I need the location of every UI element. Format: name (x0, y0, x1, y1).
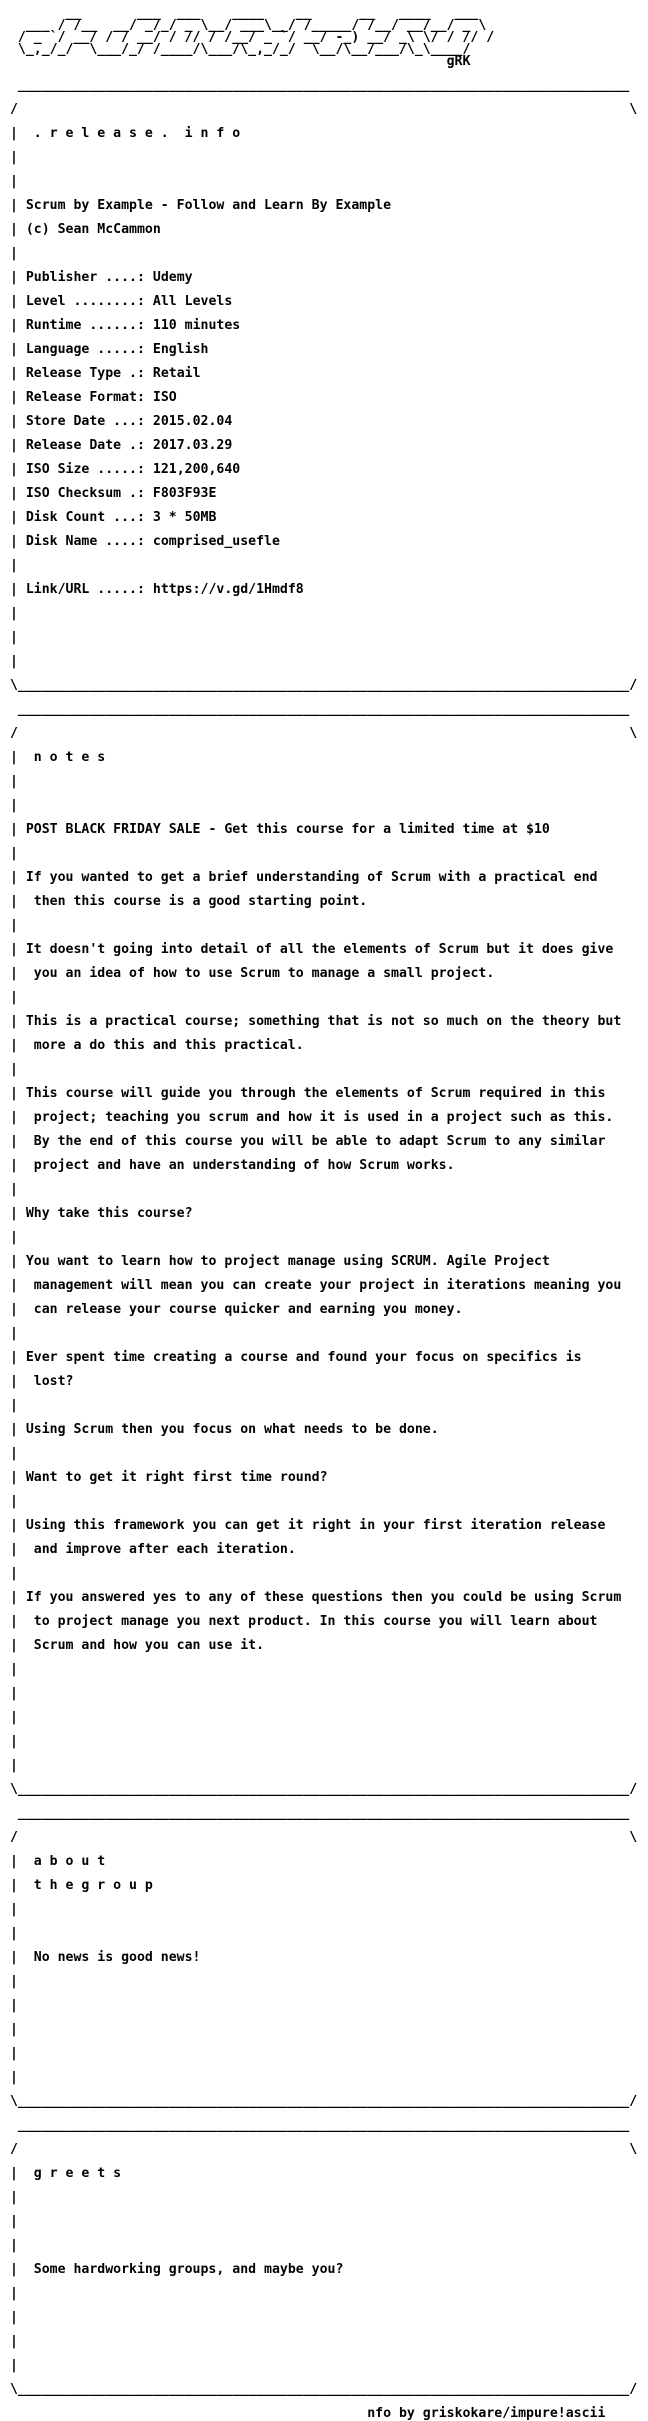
release-title: | Scrum by Example - Follow and Learn By Example (2, 198, 392, 213)
notes-line: | (2, 1494, 26, 1509)
footer-credit: nfo by griskokare/impure!ascii (367, 2406, 606, 2421)
field-row: | Release Date .: 2017.03.29 (2, 438, 233, 453)
notes-header: | n o t e s (2, 750, 106, 765)
logo-art-line: \_,_/_/ \___/_/ /____/\___/\_,_/_/ \__/\__/___/\_\____/ (2, 42, 471, 57)
logo-signature: gRK (2, 54, 471, 69)
field-row: | Release Type .: Retail (2, 366, 201, 381)
notes-line: | This course will guide you through the elements of Scrum required in this (2, 1086, 606, 1101)
notes-line: | lost? (2, 1374, 74, 1389)
notes-line: | (2, 846, 26, 861)
notes-line: | This is a practical course; something that is not so much on the theory but (2, 1014, 622, 1029)
notes-line: | It doesn't going into detail of all the elements of Scrum but it does give (2, 942, 614, 957)
greets-section: _____________________________________________________________________________ / \ | g r e e t s | | | | Some hardworking groups, and maybe you? | | | | \_____________________________________________________________________________/ (2, 2118, 638, 2397)
notes-line: | then this course is a good starting point. (2, 894, 368, 909)
notes-line: | (2, 990, 26, 1005)
notes-line: | more a do this and this practical. (2, 1038, 304, 1053)
notes-line: | (2, 1566, 26, 1581)
notes-line: | to project manage you next product. In this course you will learn about (2, 1614, 598, 1629)
notes-line: | (2, 1326, 26, 1341)
greets-text: | Some hardworking groups, and maybe you? (2, 2262, 344, 2277)
notes-line: | If you answered yes to any of these questions then you could be using Scrum (2, 1590, 622, 1605)
notes-line: | project and have an understanding of how Scrum works. (2, 1158, 455, 1173)
about-header: | t h e g r o u p (2, 1878, 153, 1893)
field-row: | Level ........: All Levels (2, 294, 233, 309)
notes-line: | POST BLACK FRIDAY SALE - Get this course for a limited time at $10 (2, 822, 550, 837)
link-row: | Link/URL .....: https://v.gd/1Hmdf8 (2, 582, 304, 597)
field-row: | Runtime ......: 110 minutes (2, 318, 241, 333)
notes-line: | Scrum and how you can use it. (2, 1638, 265, 1653)
about-text: | No news is good news! (2, 1950, 201, 1965)
about-section: _____________________________________________________________________________ / \ | a b o u t | t h e g r o u p | | | No news is good news! | | | | | \_____________________________________________________________________________/ (2, 1806, 638, 2109)
field-row: | Disk Name ....: comprised_usefle (2, 534, 280, 549)
notes-line: | (2, 1230, 26, 1245)
field-row: | ISO Size .....: 121,200,640 (2, 462, 241, 477)
about-header: | a b o u t (2, 1854, 106, 1869)
notes-line: | project; teaching you scrum and how it is used in a project such as this. (2, 1110, 614, 1125)
notes-line: | Using Scrum then you focus on what needs to be done. (2, 1422, 439, 1437)
notes-line: | Want to get it right first time round? (2, 1470, 328, 1485)
field-row: | Store Date ...: 2015.02.04 (2, 414, 233, 429)
link-url[interactable]: https://v.gd/1Hmdf8 (152, 582, 304, 597)
notes-line: | and improve after each iteration. (2, 1542, 296, 1557)
logo-art-line: / _ `/ __/ / / __/ / // / /__/ _ `/ __/ -_) __/ _\ \/ / // / (2, 30, 495, 45)
notes-line: | Why take this course? (2, 1206, 193, 1221)
notes-line: | (2, 918, 26, 933)
field-row: | ISO Checksum .: F803F93E (2, 486, 217, 501)
nfo-document (2, 8, 637, 2420)
notes-line: | (2, 1446, 26, 1461)
header-logo (2, 8, 637, 68)
release-info-header: | . r e l e a s e . i n f o (2, 126, 241, 141)
notes-line: | By the end of this course you will be able to adapt Scrum to any similar (2, 1134, 606, 1149)
notes-line: | you an idea of how to use Scrum to manage a small project. (2, 966, 495, 981)
field-row: | Publisher ....: Udemy (2, 270, 193, 285)
notes-section: _____________________________________________________________________________ / \ | n o t e s | | | POST BLACK FRIDAY SALE - Get this course for a limited time at $10 | | If you wanted to get a brief understanding of Scrum with a practical end | then this course is a good starting point. | | It doesn't going into detail of all the elements of Scrum but it does give | you an idea of how to use Scrum to manage a small project. | | This is a practical course; something that is not so much on the theory but | more a do this and this practical. | | This course will guide you through the elements of Scrum required in this | project; teaching you scrum and how it is used in a project such as this. | By the end of this course you will be able to adapt Scrum to any similar | project and have an understanding of how Scrum works. | | Why take this course? | | You want to learn how to project manage using SCRUM. Agile Project | management will mean you can create your project in iterations meaning you | can release your course quicker and earning you money. | | Ever spent time creating a course and found your focus on specifics is | lost? | | Using Scrum then you focus on what needs to be done. | | Want to get it right first time round? | | Using this framework you can get it right in your first iteration release | and improve after each iteration. | | If you answered yes to any of these questions then you could be using Scrum | to project manage you next product. In this course you will learn about | Scrum and how you can use it. | | | | | \_____________________________________________________________________________/ (2, 702, 638, 1797)
notes-line: | management will mean you can create your project in iterations meaning you (2, 1278, 622, 1293)
release-author: | (c) Sean McCammon (2, 222, 161, 237)
logo-art-line: __ ___ ___ ____ __ __ ____ ___ (2, 6, 479, 21)
notes-line: | (2, 1062, 26, 1077)
field-row: | Disk Count ...: 3 * 50MB (2, 510, 217, 525)
notes-line: | If you wanted to get a brief understanding of Scrum with a practical end (2, 870, 598, 885)
notes-line: | Ever spent time creating a course and found your focus on specifics is (2, 1350, 582, 1365)
notes-line: | Using this framework you can get it right in your first iteration release (2, 1518, 606, 1533)
notes-line: | (2, 1398, 26, 1413)
field-row: | Language .....: English (2, 342, 209, 357)
greets-header: | g r e e t s (2, 2166, 122, 2181)
notes-line: | You want to learn how to project manage using SCRUM. Agile Project (2, 1254, 550, 1269)
field-row: | Release Format: ISO (2, 390, 177, 405)
notes-line: | (2, 1182, 26, 1197)
notes-line: | can release your course quicker and earning you money. (2, 1302, 463, 1317)
release-info-section: _____________________________________________________________________________ / \ | . r e l e a s e . i n f o | | | Scrum by Example - Follow and Learn By Example | (c) Sean McCammon | | Publisher ....: Udemy | Level ........: All Levels | Runtime ......: 110 minutes | Language .....: English | Release Type .: Retail | Release Format: ISO | Store Date ...: 2015.02.04 | Release Date .: 2017.03.29 | ISO Size .....: 121,200,640 | ISO Checksum .: F803F93E | Disk Count ...: 3 * 50MB | Disk Name ....: comprised_usefle | | Link/URL .....: https://v.gd/1Hmdf8 | | | \_____________________________________________________________________________/ (2, 78, 638, 693)
logo-art-line: ___ / /__ __/ _/_/ _ \__/ ___\__/ /_____/ /__/ __/__/ _ \ (2, 18, 487, 33)
